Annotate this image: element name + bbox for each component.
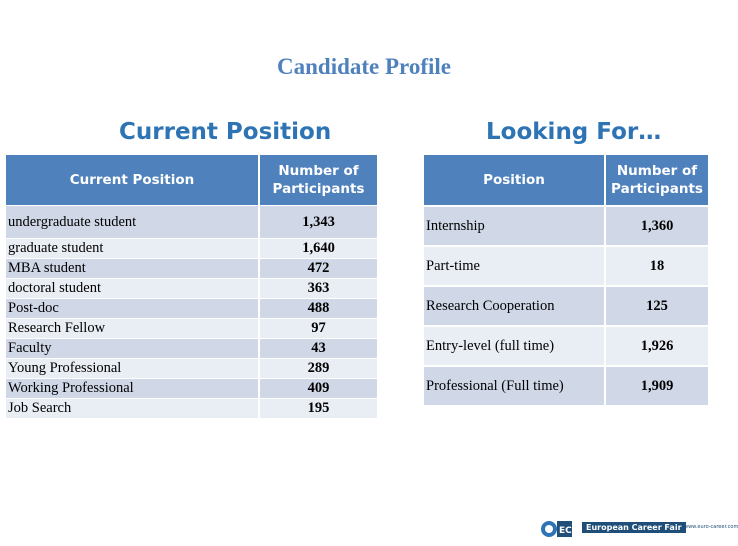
- logo-name: European Career Fair: [582, 522, 686, 533]
- current-position-heading: Current Position: [119, 119, 332, 145]
- participants-cell: 1,640: [259, 239, 377, 259]
- table-row: [6, 379, 377, 399]
- table-row: [6, 319, 377, 339]
- participants-cell: 125: [605, 286, 708, 326]
- position-cell: Internship: [424, 206, 605, 246]
- position-cell: Faculty: [6, 339, 259, 359]
- column-header-current-position: Current Position: [6, 155, 259, 206]
- table-row: [6, 206, 377, 239]
- position-cell: MBA student: [6, 259, 259, 279]
- table-row: [6, 339, 377, 359]
- column-header-number-of-participants: Number of Participants: [605, 155, 708, 206]
- participants-cell: 18: [605, 246, 708, 286]
- participants-cell: 472: [259, 259, 377, 279]
- position-cell: Research Cooperation: [424, 286, 605, 326]
- participants-cell: 409: [259, 379, 377, 399]
- participants-cell: 43: [259, 339, 377, 359]
- participants-cell: 195: [259, 399, 377, 419]
- page-title: Candidate Profile: [277, 54, 451, 79]
- looking-for-heading: Looking For…: [486, 119, 662, 145]
- table-row: [424, 326, 708, 366]
- logo-url: www.euro-career.com: [684, 524, 738, 530]
- position-cell: Post-doc: [6, 299, 259, 319]
- position-cell: Job Search: [6, 399, 259, 419]
- position-cell: undergraduate student: [6, 206, 259, 239]
- participants-cell: 488: [259, 299, 377, 319]
- participants-cell: 97: [259, 319, 377, 339]
- participants-cell: 1,360: [605, 206, 708, 246]
- table-header-row: [424, 155, 708, 206]
- table-row: [424, 246, 708, 286]
- participants-cell: 1,343: [259, 206, 377, 239]
- participants-cell: 1,909: [605, 366, 708, 405]
- table-row: [6, 239, 377, 259]
- european-career-fair-logo: [540, 515, 738, 541]
- position-cell: Entry-level (full time): [424, 326, 605, 366]
- logo-mark-text: ECF: [559, 526, 578, 536]
- position-cell: doctoral student: [6, 279, 259, 299]
- position-cell: Part-time: [424, 246, 605, 286]
- ecf-logo-icon: [540, 515, 578, 541]
- column-header-position: Position: [424, 155, 605, 206]
- position-cell: Professional (Full time): [424, 366, 605, 405]
- participants-cell: 1,926: [605, 326, 708, 366]
- position-cell: Working Professional: [6, 379, 259, 399]
- participants-cell: 363: [259, 279, 377, 299]
- position-cell: Young Professional: [6, 359, 259, 379]
- position-cell: graduate student: [6, 239, 259, 259]
- current-position-table: [6, 155, 377, 418]
- looking-for-table: [424, 155, 708, 405]
- table-row: [6, 279, 377, 299]
- participants-cell: 289: [259, 359, 377, 379]
- table-row: [424, 286, 708, 326]
- table-row: [6, 259, 377, 279]
- position-cell: Research Fellow: [6, 319, 259, 339]
- table-row: [424, 206, 708, 246]
- table-row: [6, 359, 377, 379]
- table-row: [424, 366, 708, 405]
- table-row: [6, 299, 377, 319]
- table-header-row: [6, 155, 377, 206]
- table-row: [6, 399, 377, 419]
- column-header-number-of-participants: Number of Participants: [259, 155, 377, 206]
